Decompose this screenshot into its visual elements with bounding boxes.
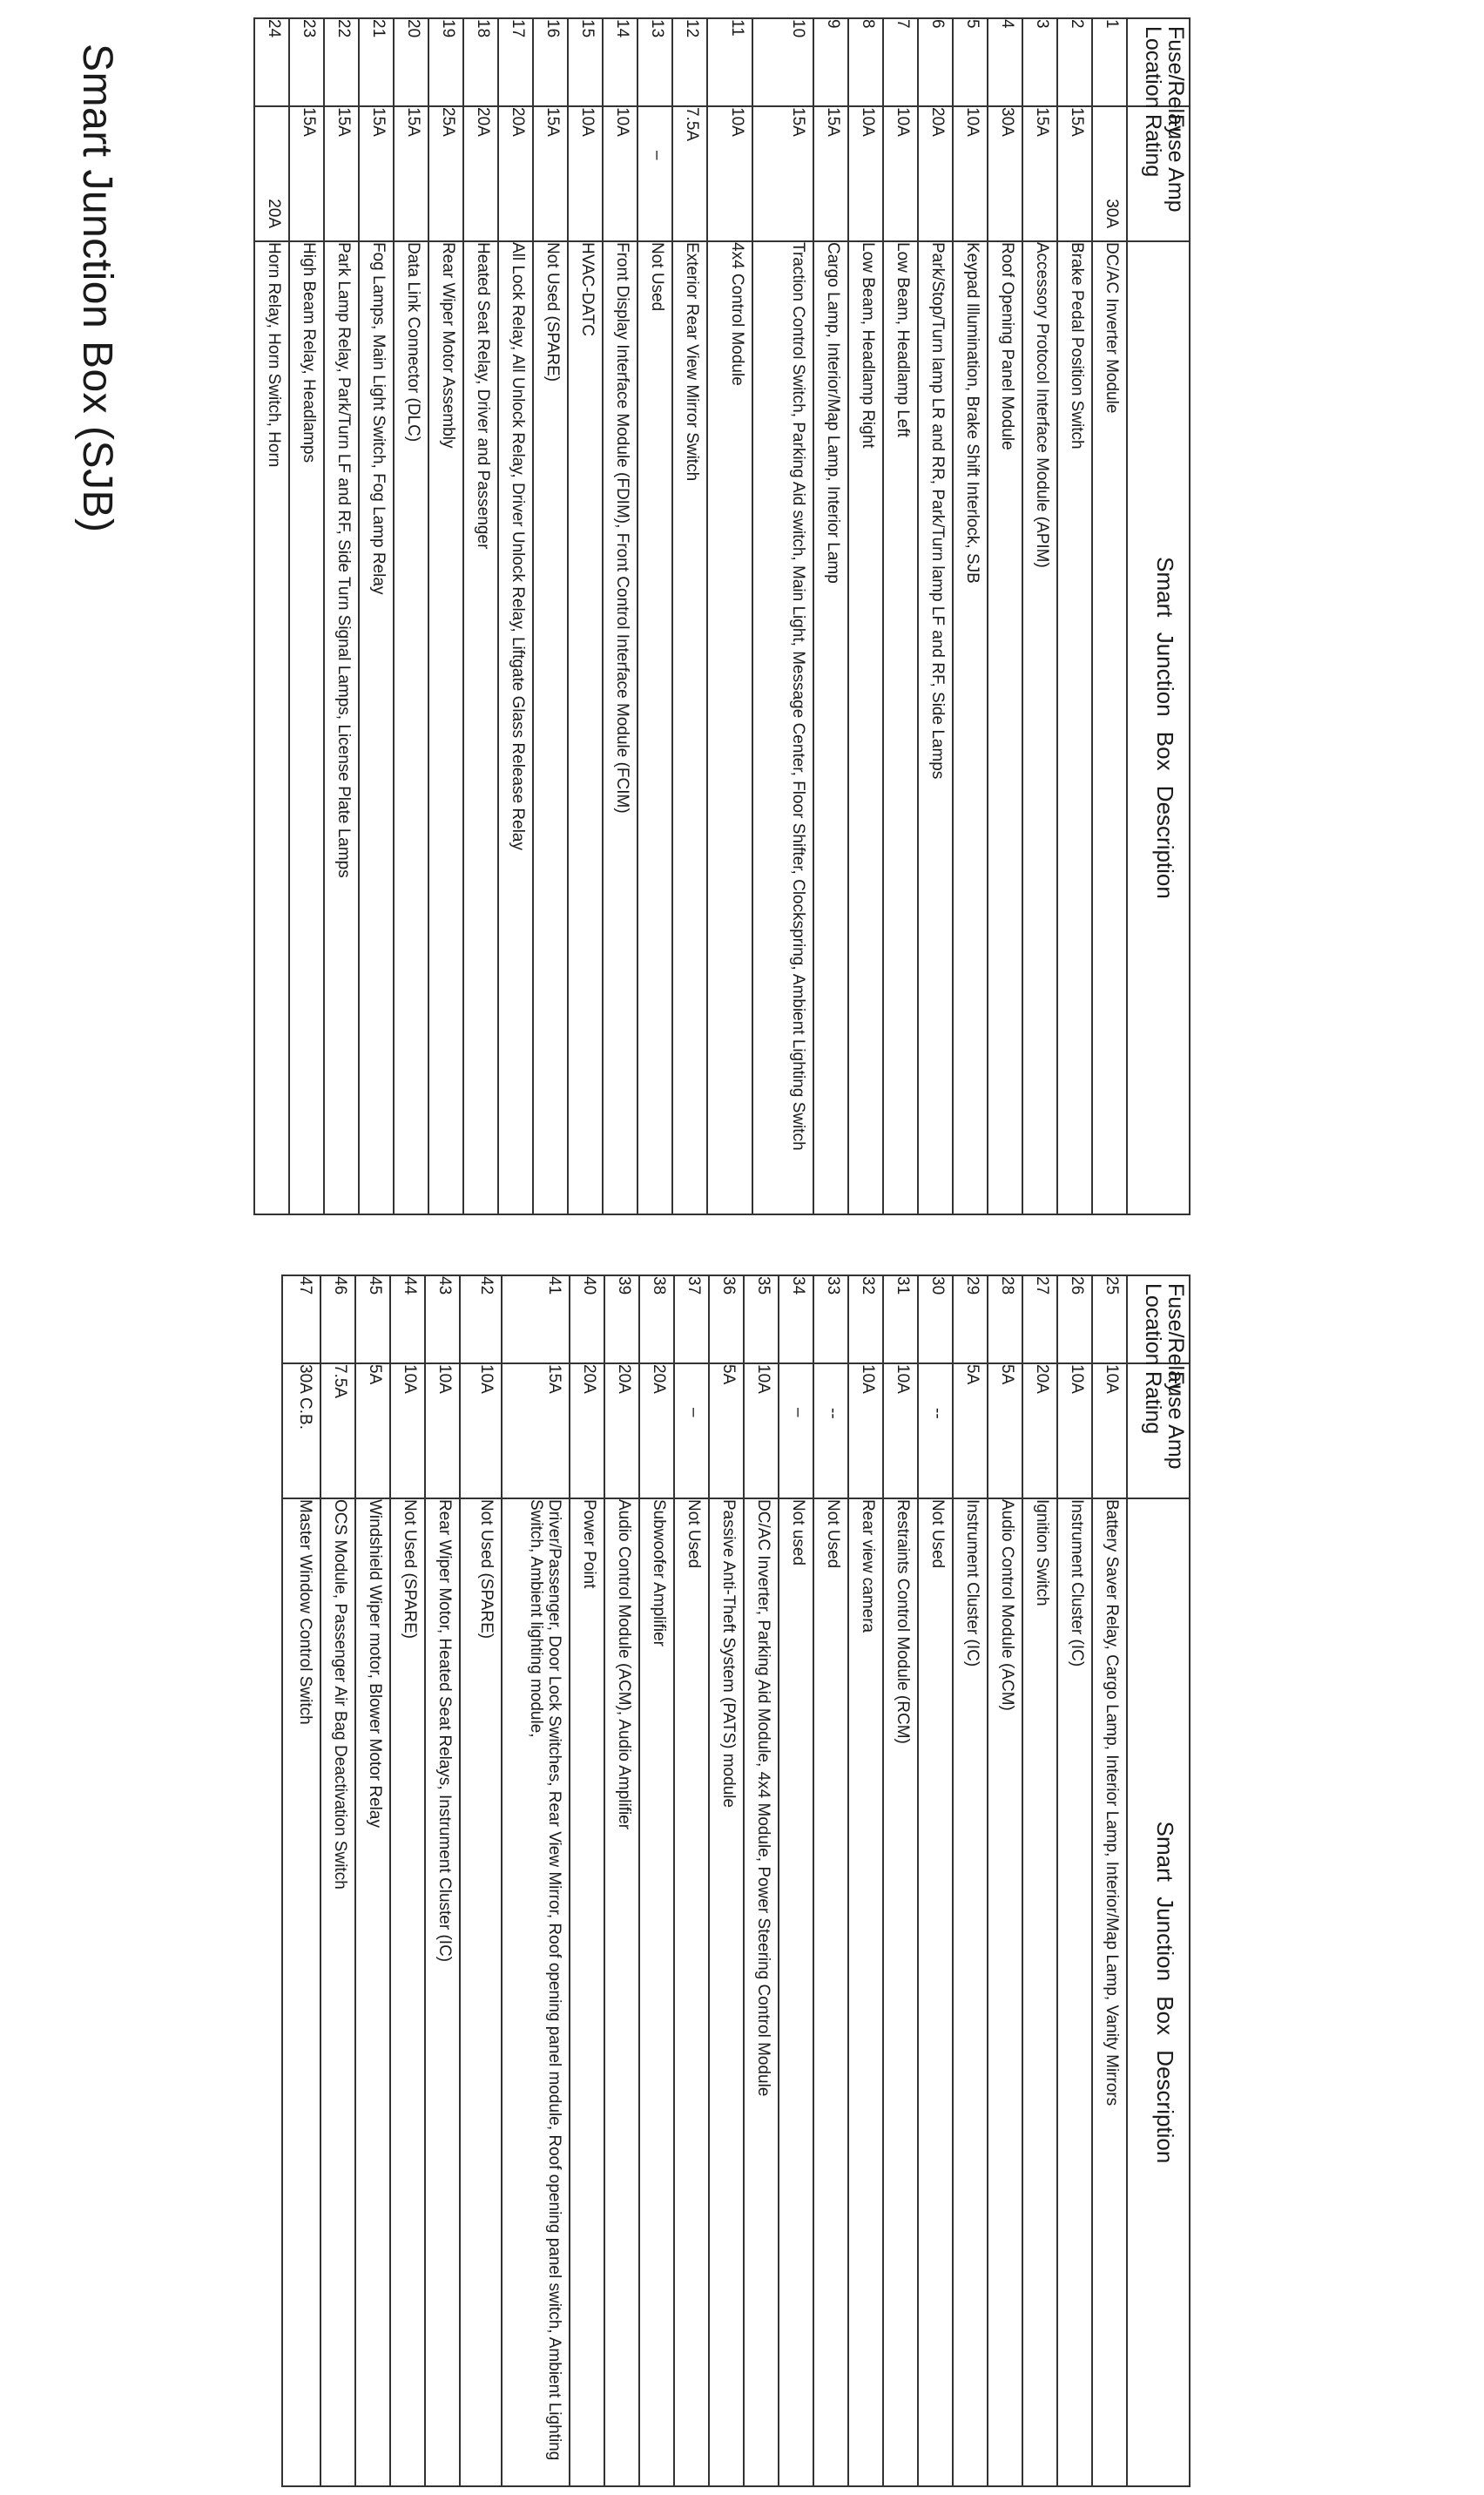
fuse-location-cell: 1 <box>1092 18 1127 106</box>
fuse-description-cell: Passive Anti-Theft System (PATS) module <box>709 1498 744 2486</box>
fuse-location-cell: 17 <box>498 18 533 106</box>
fuse-description-cell: Park Lamp Relay, Park/Turn LF and RF, Side Turn Signal Lamps, License Plate Lamps <box>324 241 359 1214</box>
fuse-amp-cell: 15A <box>533 106 568 241</box>
fuse-location-cell: 43 <box>425 1275 460 1363</box>
fuse-location-cell: 45 <box>355 1275 390 1363</box>
fuse-location-cell: 28 <box>988 1275 1022 1363</box>
fuse-amp-cell: 10A <box>1057 1363 1092 1498</box>
header-description: Smart Junction Box Description <box>1127 241 1190 1214</box>
fuse-location-cell: 16 <box>533 18 568 106</box>
table-row <box>428 18 463 1214</box>
fuse-amp-cell: – <box>779 1363 813 1498</box>
fuse-description-cell: Not Used (SPARE) <box>533 241 568 1214</box>
table-row <box>883 1275 918 2486</box>
fuse-description-cell: DC/AC Inverter, Parking Aid Module, 4x4 Module, Power Steering Control Module <box>744 1498 779 2486</box>
fuse-location-cell: 31 <box>883 1275 918 1363</box>
fuse-location-cell: 8 <box>848 18 883 106</box>
fuse-location-cell: 23 <box>289 18 324 106</box>
fuse-description-cell: Traction Control Switch, Parking Aid switch, Main Light, Message Center, Floor Shifter, Clockspring, Ambient Lighting Switch <box>752 241 813 1214</box>
table-row <box>639 1275 674 2486</box>
fuse-description-cell: Low Beam, Headlamp Right <box>848 241 883 1214</box>
fuse-amp-cell: 25A <box>428 106 463 241</box>
fuse-description-cell: Not Used <box>813 1498 848 2486</box>
fuse-location-cell: 7 <box>883 18 918 106</box>
table-row <box>533 18 568 1214</box>
fuse-description-cell: Fog Lamps, Main Light Switch, Fog Lamp Relay <box>359 241 394 1214</box>
page-title: Smart Junction Box (SJB) <box>74 44 120 533</box>
fuse-amp-cell: -- <box>813 1363 848 1498</box>
fuse-description-cell: High Beam Relay, Headlamps <box>289 241 324 1214</box>
fuse-location-cell: 11 <box>707 18 752 106</box>
table-row <box>918 18 953 1214</box>
table-row <box>324 18 359 1214</box>
table-row <box>463 18 498 1214</box>
table-row <box>813 1275 848 2486</box>
fuse-amp-cell: 30A <box>1092 106 1127 241</box>
fuse-amp-cell: 10A <box>425 1363 460 1498</box>
fuse-description-cell: Windshield Wiper motor, Blower Motor Relay <box>355 1498 390 2486</box>
fuse-amp-cell: 15A <box>502 1363 570 1498</box>
table-row <box>254 18 289 1214</box>
fuse-amp-cell: 15A <box>752 106 813 241</box>
table-row <box>988 18 1022 1214</box>
table-row <box>320 1275 355 2486</box>
table-row <box>953 1275 988 2486</box>
fuse-amp-cell: 30A <box>988 106 1022 241</box>
fuse-description-cell: Park/Stop/Turn lamp LR and RR, Park/Turn lamp LF and RF, Side Lamps <box>918 241 953 1214</box>
table-row <box>394 18 428 1214</box>
fuse-location-cell: 2 <box>1057 18 1092 106</box>
fuse-description-cell: Instrument Cluster (IC) <box>1057 1498 1092 2486</box>
fuse-amp-cell: 20A <box>254 106 289 241</box>
fuse-amp-cell: – <box>674 1363 709 1498</box>
fuse-location-cell: 3 <box>1022 18 1057 106</box>
fuse-description-cell: Ignition Switch <box>1022 1498 1057 2486</box>
fuse-description-cell: Master Window Control Switch <box>282 1498 320 2486</box>
fuse-location-cell: 40 <box>570 1275 604 1363</box>
table-row <box>1057 1275 1092 2486</box>
fuse-description-cell: Not Used <box>918 1498 953 2486</box>
fuse-description-cell: Keypad Illumination, Brake Shift Interlock, SJB <box>953 241 988 1214</box>
fuse-table-2 <box>281 1275 1191 2487</box>
fuse-location-cell: 37 <box>674 1275 709 1363</box>
fuse-location-cell: 14 <box>603 18 637 106</box>
table-row <box>813 18 848 1214</box>
fuse-location-cell: 46 <box>320 1275 355 1363</box>
fuse-amp-cell: 10A <box>848 1363 883 1498</box>
fuse-amp-cell: 10A <box>390 1363 425 1498</box>
fuse-description-cell: Exterior Rear View Mirror Switch <box>672 241 707 1214</box>
fuse-amp-cell: 20A <box>498 106 533 241</box>
fuse-location-cell: 39 <box>604 1275 639 1363</box>
fuse-description-cell: Not used <box>779 1498 813 2486</box>
table-row <box>848 1275 883 2486</box>
fuse-amp-cell: 15A <box>394 106 428 241</box>
fuse-amp-cell: 20A <box>918 106 953 241</box>
header-location: Fuse/Relay Location <box>1127 18 1190 106</box>
fuse-location-cell: 22 <box>324 18 359 106</box>
fuse-description-cell: OCS Module, Passenger Air Bag Deactivation Switch <box>320 1498 355 2486</box>
fuse-amp-cell: 10A <box>460 1363 502 1498</box>
fuse-description-cell: Not Used (SPARE) <box>460 1498 502 2486</box>
fuse-amp-cell: -- <box>918 1363 953 1498</box>
fuse-amp-cell: 5A <box>953 1363 988 1498</box>
fuse-description-cell: 4x4 Control Module <box>707 241 752 1214</box>
table-row <box>637 18 672 1214</box>
table-row <box>709 1275 744 2486</box>
fuse-amp-cell: 7.5A <box>320 1363 355 1498</box>
fuse-location-cell: 20 <box>394 18 428 106</box>
fuse-location-cell: 18 <box>463 18 498 106</box>
fuse-description-cell: Audio Control Module (ACM), Audio Amplifier <box>604 1498 639 2486</box>
table-row <box>1057 18 1092 1214</box>
fuse-amp-cell: 10A <box>883 1363 918 1498</box>
fuse-location-cell: 26 <box>1057 1275 1092 1363</box>
fuse-location-cell: 32 <box>848 1275 883 1363</box>
fuse-amp-cell: 15A <box>1057 106 1092 241</box>
fuse-location-cell: 38 <box>639 1275 674 1363</box>
table-row <box>570 1275 604 2486</box>
fuse-amp-cell: 5A <box>988 1363 1022 1498</box>
fuse-location-cell: 42 <box>460 1275 502 1363</box>
table-row <box>355 1275 390 2486</box>
table-row <box>883 18 918 1214</box>
table-row <box>1092 18 1127 1214</box>
fuse-description-cell: Audio Control Module (ACM) <box>988 1498 1022 2486</box>
fuse-amp-cell: 20A <box>639 1363 674 1498</box>
fuse-location-cell: 24 <box>254 18 289 106</box>
fuse-location-cell: 25 <box>1092 1275 1127 1363</box>
table-row <box>779 1275 813 2486</box>
fuse-amp-cell: 20A <box>1022 1363 1057 1498</box>
fuse-location-cell: 36 <box>709 1275 744 1363</box>
fuse-description-cell: Low Beam, Headlamp Left <box>883 241 918 1214</box>
table-row <box>603 18 637 1214</box>
fuse-amp-cell: 15A <box>324 106 359 241</box>
fuse-description-cell: Roof Opening Panel Module <box>988 241 1022 1214</box>
table-row <box>988 1275 1022 2486</box>
fuse-description-cell: Cargo Lamp, Interior/Map Lamp, Interior Lamp <box>813 241 848 1214</box>
fuse-amp-cell: 15A <box>289 106 324 241</box>
fuse-description-cell: Not Used (SPARE) <box>390 1498 425 2486</box>
fuse-location-cell: 5 <box>953 18 988 106</box>
fuse-description-cell: Heated Seat Relay, Driver and Passenger <box>463 241 498 1214</box>
table-row <box>1092 1275 1127 2486</box>
fuse-location-cell: 30 <box>918 1275 953 1363</box>
fuse-amp-cell: 10A <box>883 106 918 241</box>
table-row <box>918 1275 953 2486</box>
fuse-description-cell: Battery Saver Relay, Cargo Lamp, Interior Lamp, Interior/Map Lamp, Vanity Mirrors <box>1092 1498 1127 2486</box>
fuse-location-cell: 34 <box>779 1275 813 1363</box>
fuse-description-cell: Horn Relay, Horn Switch, Horn <box>254 241 289 1214</box>
fuse-description-cell: All Lock Relay, All Unlock Relay, Driver Unlock Relay, Liftgate Glass Release Relay <box>498 241 533 1214</box>
fuse-location-cell: 27 <box>1022 1275 1057 1363</box>
table-row <box>289 18 324 1214</box>
table-row <box>672 18 707 1214</box>
header-description: Smart Junction Box Description <box>1127 1498 1190 2486</box>
fuse-description-cell: Not Used <box>674 1498 709 2486</box>
fuse-location-cell: 15 <box>568 18 603 106</box>
fuse-description-cell: Front Display Interface Module (FDIM), Front Control Interface Module (FCIM) <box>603 241 637 1214</box>
fuse-location-cell: 19 <box>428 18 463 106</box>
fuse-location-cell: 4 <box>988 18 1022 106</box>
fuse-description-cell: DC/AC Inverter Module <box>1092 241 1127 1214</box>
fuse-description-cell: Subwoofer Amplifier <box>639 1498 674 2486</box>
table-row <box>604 1275 639 2486</box>
table-row <box>460 1275 502 2486</box>
fuse-location-cell: 13 <box>637 18 672 106</box>
fuse-amp-cell: 10A <box>1092 1363 1127 1498</box>
fuse-amp-cell: 10A <box>603 106 637 241</box>
fuse-location-cell: 6 <box>918 18 953 106</box>
fuse-amp-cell: 5A <box>709 1363 744 1498</box>
fuse-description-cell: Power Point <box>570 1498 604 2486</box>
header-rating: Fuse Amp Rating <box>1127 106 1190 241</box>
table-row <box>390 1275 425 2486</box>
fuse-description-cell: Instrument Cluster (IC) <box>953 1498 988 2486</box>
fuse-description-cell: Data Link Connector (DLC) <box>394 241 428 1214</box>
fuse-amp-cell: 20A <box>463 106 498 241</box>
fuse-table-1 <box>253 17 1191 1215</box>
fuse-description-cell: Accessory Protocol Interface Module (APIM) <box>1022 241 1057 1214</box>
fuse-description-cell: Rear Wiper Motor Assembly <box>428 241 463 1214</box>
fuse-amp-cell: 10A <box>848 106 883 241</box>
fuse-amp-cell: 20A <box>570 1363 604 1498</box>
table-row <box>502 1275 570 2486</box>
table-row <box>498 18 533 1214</box>
fuse-location-cell: 33 <box>813 1275 848 1363</box>
table-row <box>359 18 394 1214</box>
fuse-description-cell: Rear view camera <box>848 1498 883 2486</box>
fuse-location-cell: 9 <box>813 18 848 106</box>
table-row <box>707 18 752 1214</box>
fuse-amp-cell: 10A <box>744 1363 779 1498</box>
fuse-description-cell: Not Used <box>637 241 672 1214</box>
header-row <box>1127 1275 1190 2486</box>
fuse-amp-cell: 10A <box>707 106 752 241</box>
table-row <box>282 1275 320 2486</box>
fuse-location-cell: 12 <box>672 18 707 106</box>
fuse-location-cell: 10 <box>752 18 813 106</box>
fuse-amp-cell: 7.5A <box>672 106 707 241</box>
table-row <box>425 1275 460 2486</box>
fuse-location-cell: 44 <box>390 1275 425 1363</box>
fuse-description-cell: HVAC-DATC <box>568 241 603 1214</box>
table-row <box>752 18 813 1214</box>
header-row <box>1127 18 1190 1214</box>
table-row <box>953 18 988 1214</box>
fuse-amp-cell: 30A C.B. <box>282 1363 320 1498</box>
fuse-location-cell: 35 <box>744 1275 779 1363</box>
fuse-description-cell: Brake Pedal Position Switch <box>1057 241 1092 1214</box>
fuse-amp-cell: 5A <box>355 1363 390 1498</box>
fuse-location-cell: 41 <box>502 1275 570 1363</box>
table-row <box>848 18 883 1214</box>
header-location: Fuse/Relay Location <box>1127 1275 1190 1363</box>
fuse-amp-cell: 15A <box>359 106 394 241</box>
fuse-amp-cell: 20A <box>604 1363 639 1498</box>
fuse-location-cell: 21 <box>359 18 394 106</box>
fuse-amp-cell: 15A <box>813 106 848 241</box>
table-row <box>744 1275 779 2486</box>
fuse-description-cell: Rear Wiper Motor, Heated Seat Relays, Instrument Cluster (IC) <box>425 1498 460 2486</box>
fuse-description-cell: Driver/Passenger, Door Lock Switches, Rear View Mirror, Roof opening panel module, Roof opening panel switch, Ambient Lighting Switch, Ambient lighting module, <box>502 1498 570 2486</box>
fuse-location-cell: 47 <box>282 1275 320 1363</box>
table-row <box>568 18 603 1214</box>
fuse-amp-cell: 10A <box>953 106 988 241</box>
fuse-amp-cell: – <box>637 106 672 241</box>
header-rating: Fuse Amp Rating <box>1127 1363 1190 1498</box>
fuse-amp-cell: 10A <box>568 106 603 241</box>
table-row <box>1022 18 1057 1214</box>
fuse-description-cell: Restraints Control Module (RCM) <box>883 1498 918 2486</box>
fuse-amp-cell: 15A <box>1022 106 1057 241</box>
fuse-location-cell: 29 <box>953 1275 988 1363</box>
table-row <box>1022 1275 1057 2486</box>
table-row <box>674 1275 709 2486</box>
